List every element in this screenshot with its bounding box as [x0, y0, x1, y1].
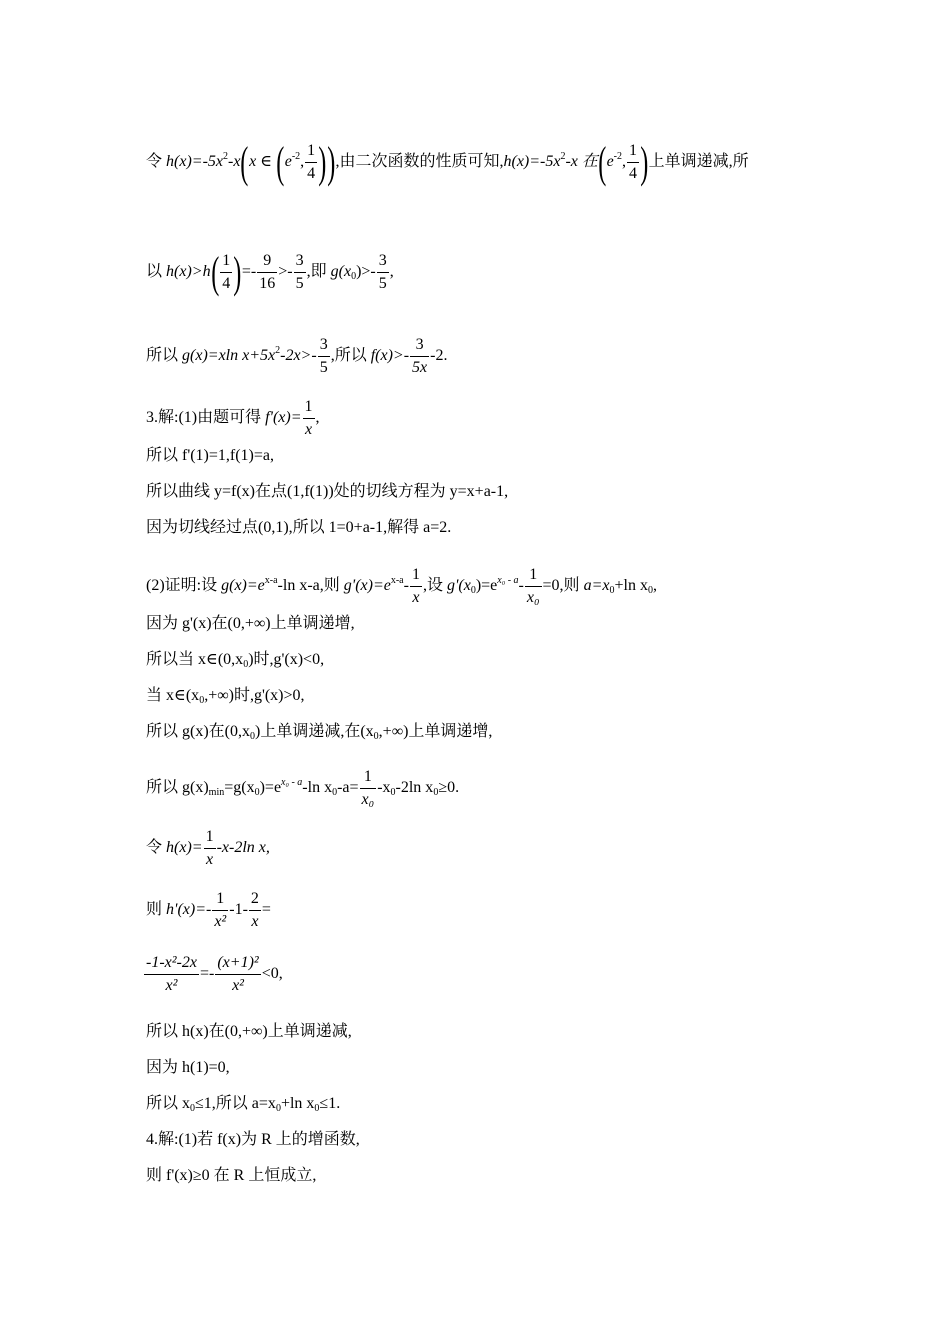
fraction — [410, 334, 429, 379]
math-line-14 — [146, 826, 270, 871]
text: 3.解:(1)由题可得 — [146, 409, 266, 427]
text: g(x — [330, 263, 352, 281]
denominator: x — [304, 421, 313, 438]
numerator: 1 — [220, 250, 232, 273]
text: )=e — [259, 779, 282, 797]
text: ,由二次函数的性质可知, — [335, 153, 504, 171]
subscript: 0 — [470, 585, 476, 597]
right-paren: ) — [327, 137, 336, 187]
denominator: x — [206, 851, 214, 868]
math-line-18: 因为 h(1)=0, — [146, 1059, 230, 1076]
text: f(x)>- — [370, 347, 410, 365]
math-line-9: 因为 g'(x)在(0,+∞)上单调递增, — [146, 615, 355, 632]
text: ,设 — [422, 577, 447, 595]
text: - — [403, 577, 409, 595]
text: ,+∞)上单调递增, — [378, 723, 493, 740]
text: a=x — [583, 577, 610, 595]
text: 当 x∈(x — [146, 687, 200, 704]
denominator: 5x — [412, 359, 428, 376]
math-line-2 — [146, 247, 394, 297]
text: =- — [241, 263, 257, 281]
subscript: 0 — [199, 695, 205, 706]
numerator: 3 — [318, 334, 330, 357]
math-line-21: 则 f'(x)≥0 在 R 上恒成立, — [146, 1167, 317, 1184]
fraction — [360, 766, 377, 811]
subscript: 0 — [243, 659, 249, 670]
subscript: 0 — [373, 731, 379, 742]
subscript: 0 — [390, 787, 396, 799]
text: h(x)=-5x — [503, 153, 561, 171]
subscript: 0 — [314, 1103, 320, 1114]
fraction — [525, 564, 542, 609]
text: h(x)=-5x — [166, 153, 223, 171]
numerator: 1 — [303, 396, 315, 419]
text: -x — [377, 779, 391, 797]
numerator: 1 — [525, 564, 542, 587]
denominator: 4 — [629, 165, 638, 182]
denominator: x² — [165, 977, 178, 994]
text: )=e — [475, 577, 498, 595]
fraction — [204, 826, 216, 871]
fraction — [410, 564, 422, 609]
denominator: x² — [214, 913, 227, 930]
text: )上单调递减,在(x — [255, 723, 374, 740]
text: ≤1. — [319, 1095, 341, 1112]
text: , — [389, 263, 394, 281]
text: 所以 g(x) — [146, 779, 209, 797]
math-line-11 — [146, 686, 305, 706]
text: g'(x)=e — [343, 577, 391, 595]
text: +ln x — [280, 1095, 315, 1112]
subscript: 0 — [254, 787, 260, 799]
text: g(x)=e — [221, 577, 265, 595]
fraction — [377, 250, 389, 295]
text: -ln x — [302, 779, 333, 797]
numerator: 3 — [410, 334, 429, 357]
superscript: -2 — [291, 151, 301, 163]
text: 所以 x — [146, 1095, 191, 1112]
numerator: (x+1)² — [215, 952, 260, 975]
numerator: 3 — [294, 250, 306, 273]
superscript: 2 — [275, 345, 281, 357]
denominator: 4 — [222, 275, 231, 292]
math-line-16 — [143, 952, 283, 997]
fraction — [220, 250, 232, 295]
text: 则 — [146, 901, 167, 919]
text: , — [315, 409, 320, 427]
fraction — [257, 250, 277, 295]
fraction — [627, 140, 639, 185]
math-line-17: 所以 h(x)在(0,+∞)上单调递减, — [146, 1023, 352, 1040]
text: e — [606, 153, 614, 171]
denominator: 16 — [259, 275, 276, 292]
math-line-3 — [146, 334, 447, 379]
text: 令 — [146, 839, 167, 857]
subscript: 0 — [433, 787, 439, 799]
math-line-15 — [146, 888, 271, 933]
numerator: 3 — [377, 250, 389, 273]
text: -x-2ln x, — [216, 839, 270, 857]
superscript: 2 — [560, 151, 566, 163]
text: ,+∞)时,g'(x)>0, — [204, 687, 305, 704]
subscript: 0 — [351, 271, 357, 283]
fraction — [215, 952, 260, 997]
denominator: 4 — [307, 165, 316, 182]
fraction — [305, 140, 317, 185]
numerator: 1 — [410, 564, 422, 587]
numerator: 9 — [257, 250, 277, 273]
math-line-6: 所以曲线 y=f(x)在点(1,f(1))处的切线方程为 y=x+a-1, — [146, 483, 509, 500]
text: h(x)= — [166, 839, 203, 857]
text: -ln x-a,则 — [277, 577, 344, 595]
denominator: 5 — [295, 275, 304, 292]
text: , — [300, 153, 305, 171]
text: 上单调递减,所 — [648, 153, 749, 171]
text: =- — [199, 965, 215, 983]
fraction — [212, 888, 228, 933]
text: ,即 — [306, 263, 331, 281]
text: +ln x — [614, 577, 648, 595]
right-paren: ) — [233, 247, 242, 297]
text: 所以当 x∈(0,x — [146, 651, 244, 668]
subscript: 0 — [250, 731, 255, 742]
numerator: 2 — [249, 888, 261, 911]
math-line-4 — [146, 396, 320, 441]
numerator: -1-x²-2x — [144, 952, 199, 975]
math-line-10 — [146, 650, 324, 670]
text: g'(x — [446, 577, 471, 595]
text: >- — [278, 263, 293, 281]
text: (2)证明:设 — [146, 577, 222, 595]
superscript: x-a — [264, 575, 278, 587]
fraction — [144, 952, 199, 997]
text: h'(x)=- — [166, 901, 212, 919]
math-line-1 — [146, 137, 749, 187]
numerator: 1 — [204, 826, 216, 849]
denominator: x — [412, 589, 420, 606]
text: )时,g'(x)<0, — [248, 651, 325, 668]
left-paren: ( — [240, 137, 249, 187]
text: -x 在 — [565, 153, 598, 171]
fraction — [318, 334, 330, 379]
numerator: 1 — [305, 140, 317, 163]
subscript: 0 — [609, 585, 615, 597]
math-line-5: 所以 f'(1)=1,f(1)=a, — [146, 447, 275, 464]
right-paren: ) — [318, 137, 327, 187]
text: -2ln x — [395, 779, 434, 797]
text: h(x)>h — [166, 263, 211, 281]
numerator: 1 — [360, 766, 377, 789]
subscript: min — [208, 787, 225, 799]
fraction — [294, 250, 306, 295]
text: 所以 g(x)在(0,x — [146, 723, 250, 740]
math-line-8 — [146, 564, 657, 609]
math-line-19 — [146, 1094, 340, 1114]
subscript: 0 — [275, 1103, 281, 1114]
text: x ∈ — [249, 153, 277, 171]
text: = — [261, 901, 271, 919]
text: 所以 — [146, 347, 183, 365]
left-paren: ( — [276, 137, 285, 187]
superscript: -2 — [613, 151, 623, 163]
denominator: 5 — [319, 359, 328, 376]
text: f'(x)= — [265, 409, 302, 427]
superscript: 2 — [223, 151, 228, 163]
text: - — [518, 577, 524, 595]
subscript: 0 — [332, 787, 338, 799]
denominator: x — [251, 913, 259, 930]
text: =0,则 — [542, 577, 584, 595]
numerator: 1 — [212, 888, 228, 911]
text: -2. — [430, 347, 448, 365]
text: )>- — [356, 263, 376, 281]
text: -2x>- — [280, 347, 317, 365]
numerator: 1 — [627, 140, 639, 163]
text: g(x)=xln x+5x — [182, 347, 276, 365]
text: e — [284, 153, 292, 171]
right-paren: ) — [640, 137, 649, 187]
superscript: x₀ - a — [497, 575, 519, 587]
text: ≤1,所以 a=x — [195, 1095, 276, 1112]
math-line-13 — [146, 766, 459, 811]
text: ,所以 — [330, 347, 371, 365]
text: -x — [228, 153, 241, 171]
subscript: 0 — [647, 585, 653, 597]
text: <0, — [261, 965, 283, 983]
superscript: x₀ - a — [281, 777, 303, 789]
text: ≥0. — [438, 779, 460, 797]
denominator: x₀ — [361, 791, 375, 808]
left-paren: ( — [598, 137, 607, 187]
fraction — [249, 888, 261, 933]
math-line-7: 因为切线经过点(0,1),所以 1=0+a-1,解得 a=2. — [146, 519, 452, 536]
text: , — [622, 153, 627, 171]
left-paren: ( — [210, 247, 219, 297]
text: =g(x — [224, 779, 255, 797]
fraction — [303, 396, 315, 441]
text: 以 — [146, 263, 167, 281]
subscript: 0 — [190, 1103, 196, 1114]
denominator: x² — [232, 977, 244, 994]
denominator: 5 — [378, 275, 387, 292]
text: -a= — [337, 779, 359, 797]
denominator: x₀ — [526, 589, 540, 606]
text: 令 — [146, 153, 167, 171]
superscript: x-a — [390, 575, 404, 587]
text: -1- — [229, 901, 248, 919]
math-line-20: 4.解:(1)若 f(x)为 R 上的增函数, — [146, 1131, 360, 1148]
text: , — [652, 577, 657, 595]
math-line-12 — [146, 722, 492, 742]
